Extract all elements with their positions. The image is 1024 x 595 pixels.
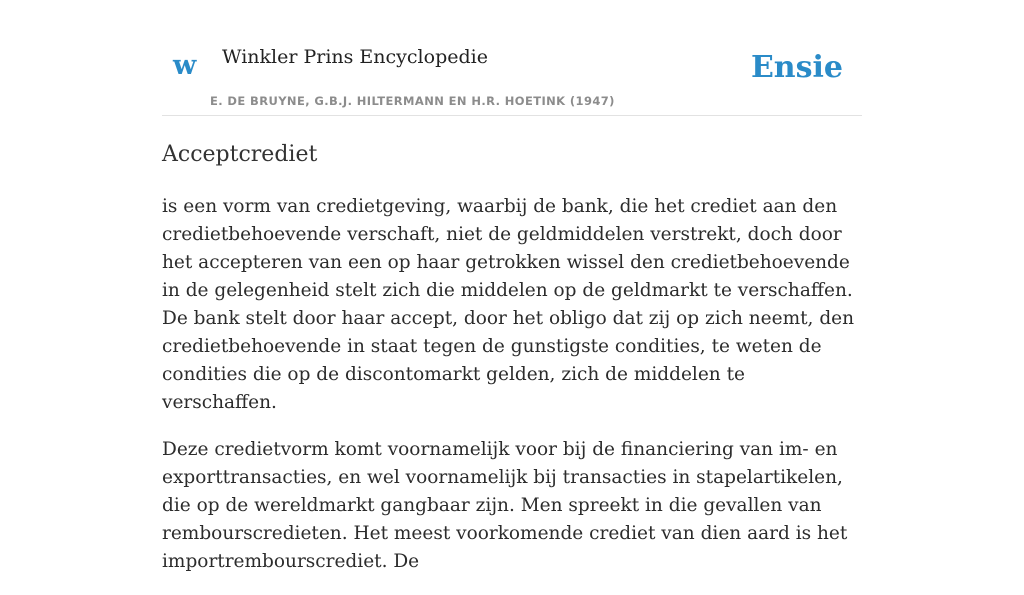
article-title: Acceptcrediet <box>162 142 318 167</box>
source-authors: E. DE BRUYNE, G.B.J. HILTERMANN EN H.R. HOETINK (1947) <box>210 94 615 108</box>
article <box>162 139 862 595</box>
article-paragraph-1: is een vorm van credietgeving, waarbij de bank, die het crediet aan den credietbehoevende verschaft, niet de geldmiddelen verstrekt, doch door het accepteren van een op haar getrokken wissel den credietbehoevende in de gelegenheid stelt zich die middelen op de geldmarkt te verschaffen. De bank stelt door haar accept, door het obligo dat zij op zich neemt, den credietbehoevende in staat tegen de gunstigste condities, te weten de condities die op de discontomarkt gelden, zich de middelen te verschaffen. <box>162 196 855 413</box>
article-paragraph-2: Deze credietvorm komt voornamelijk voor bij de financiering van im- en exporttransacties, en wel voornamelijk bij transacties in stapelartikelen, die op de wereldmarkt gangbaar zijn. Men spreekt in die gevallen van rembourscredieten. Het meest voorkomende crediet van dien aard is het importrembourscrediet. De <box>162 439 848 572</box>
source-header <box>162 38 862 116</box>
source-logo-icon: w <box>173 50 197 81</box>
source-title-link[interactable]: Winkler Prins Encyclopedie <box>222 46 488 68</box>
ensie-logo-link[interactable]: Ensie <box>750 50 843 85</box>
